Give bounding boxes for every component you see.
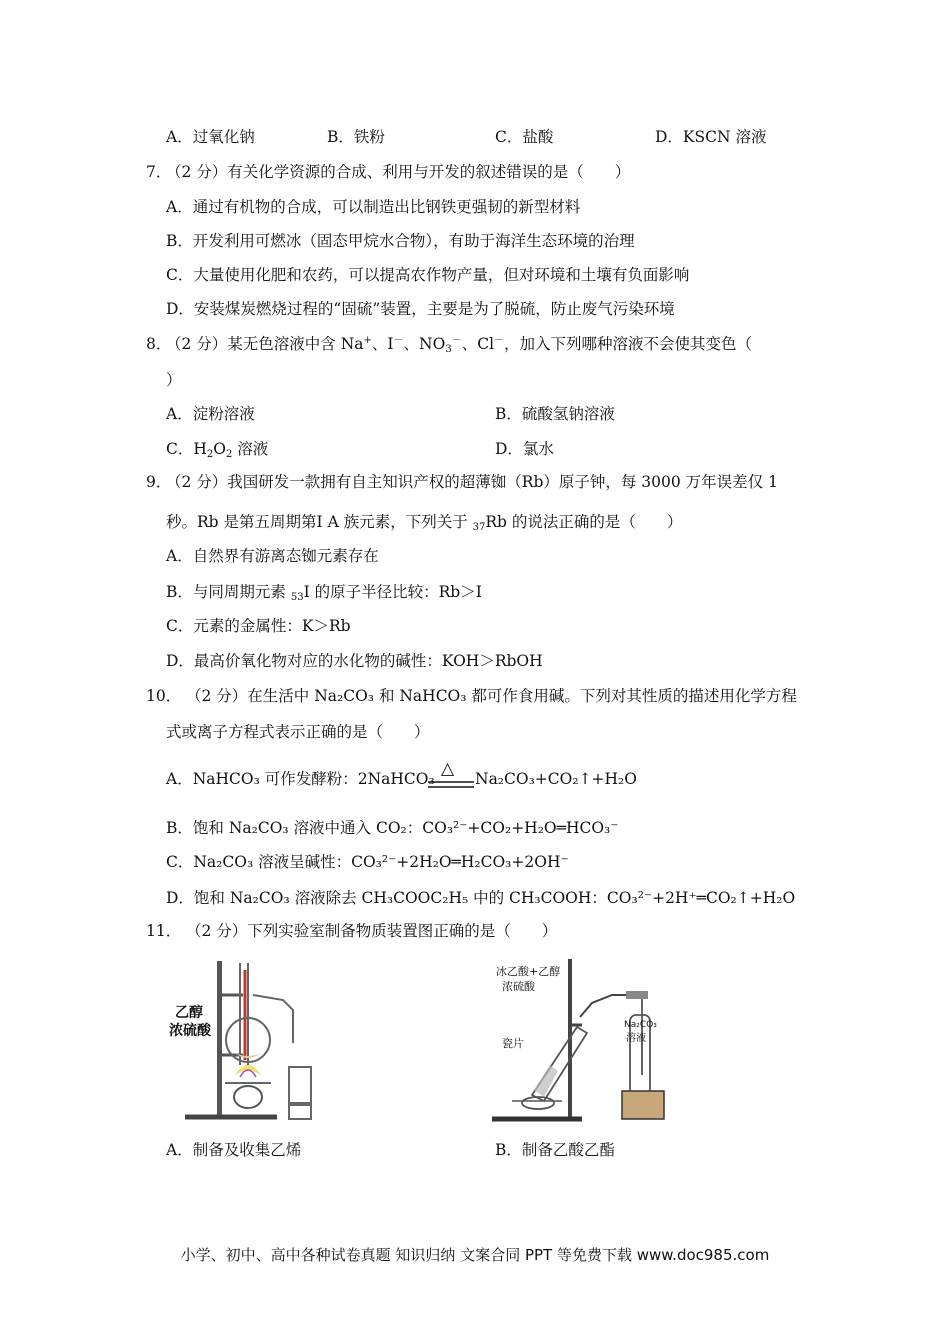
q7-stem: （2 分）有关化学资源的合成、利用与开发的叙述错误的是（ ）	[166, 163, 631, 181]
q8-number: 8．	[146, 335, 172, 353]
q10-option-b: B．饱和 Na₂CO₃ 溶液中通入 CO₂：CO₃²⁻+CO₂+H₂O═HCO₃⁻	[166, 819, 619, 837]
figure-ethyl-acetate-apparatus	[492, 955, 674, 1125]
q7-option-c: C．大量使用化肥和农药，可以提高农作物产量，但对环境和土壤有负面影响	[166, 266, 690, 284]
q11-number: 11．	[146, 922, 182, 940]
q10-option-a-product: Na₂CO₃+CO₂↑+H₂O	[475, 770, 637, 788]
q6-option-d: D．KSCN 溶液	[655, 128, 767, 146]
label-conc-sulfuric-acid-a: 浓硫酸	[169, 1023, 211, 1039]
q10-stem-line2: 式或离子方程式表示正确的是（ ）	[166, 723, 430, 741]
q9-option-d: D．最高价氧化物对应的水化物的碱性：KOH＞RbOH	[166, 652, 543, 670]
q7-option-b: B．开发利用可燃冰（固态甲烷水合物），有助于海洋生态环境的治理	[166, 232, 635, 250]
label-solution: 溶液	[626, 1033, 646, 1044]
q8-option-b: B．硫酸氢钠溶液	[495, 405, 615, 423]
q8-stem-line2: ）	[166, 371, 182, 389]
label-na2co3: Na₂CO₃	[624, 1020, 657, 1030]
q7-option-a: A．通过有机物的合成，可以制造出比钢铁更强韧的新型材料	[166, 198, 581, 216]
q8-option-c: C．$H_2O_2$ 溶液	[166, 440, 269, 460]
q10-number: 10．	[146, 687, 182, 705]
q9-option-b: B．与同周期元素 $_{53}$I 的原子半径比较：Rb＞I	[166, 583, 482, 603]
q8-option-d: D．氯水	[495, 440, 554, 458]
q7-option-d: D．安装煤炭燃烧过程的“固硫”装置，主要是为了脱硫，防止废气污染环境	[166, 300, 675, 318]
q10-option-d: D．饱和 Na₂CO₃ 溶液除去 CH₃COOC₂H₅ 中的 CH₃COOH：CO₃²⁻+2H⁺═CO₂↑+H₂O	[166, 889, 796, 907]
q11-option-b: B．制备乙酸乙酯	[495, 1141, 615, 1159]
q10-stem: （2 分）在生活中 Na₂CO₃ 和 NaHCO₃ 都可作食用碱。下列对其性质的描述用化学方程	[186, 687, 797, 705]
q8-option-a: A．淀粉溶液	[166, 405, 255, 423]
q10-option-a: A．NaHCO₃ 可作发酵粉：2NaHCO₃	[166, 770, 435, 788]
q9-option-c: C．元素的金属性：K＞Rb	[166, 617, 351, 635]
q8-stem: （2 分）某无色溶液中含 Na+、I－、$NO_3^-$、Cl－，加入下列哪种溶液不会使其变色（	[166, 335, 753, 355]
q9-option-a: A．自然界有游离态铷元素存在	[166, 547, 379, 565]
q6-option-b: B．铁粉	[327, 128, 385, 146]
label-acetic-acid-ethanol: 冰乙酸+乙醇	[496, 965, 561, 978]
q9-number: 9．	[146, 473, 172, 491]
q6-option-a: A．过氧化钠	[166, 128, 255, 146]
page-footer: 小学、初中、高中各种试卷真题 知识归纳 文案合同 PPT 等免费下载 www.doc985.com	[180, 1246, 770, 1264]
label-porcelain-chips: 瓷片	[502, 1037, 524, 1050]
q11-option-a: A．制备及收集乙烯	[166, 1141, 302, 1159]
label-conc-sulfuric-acid-b: 浓硫酸	[502, 980, 535, 993]
q7-number: 7．	[146, 163, 172, 181]
figure-ethylene-apparatus	[165, 955, 335, 1125]
label-ethanol: 乙醇	[175, 1005, 203, 1021]
q6-option-c: C．盐酸	[495, 128, 554, 146]
q10-option-c: C．Na₂CO₃ 溶液呈碱性：CO₃²⁻+2H₂O═H₂CO₃+2OH⁻	[166, 853, 569, 871]
equation-double-line	[428, 780, 474, 790]
q11-stem: （2 分）下列实验室制备物质装置图正确的是（ ）	[186, 922, 558, 940]
q9-stem: （2 分）我国研发一款拥有自主知识产权的超薄铷（Rb）原子钟，每 3000 万年误差仅 1	[166, 473, 778, 491]
heat-symbol: △	[441, 759, 455, 779]
q9-stem-line2: 秒。Rb 是第五周期第Ⅰ A 族元素，下列关于 $_{37}$Rb 的说法正确的是（ ）	[166, 513, 683, 533]
